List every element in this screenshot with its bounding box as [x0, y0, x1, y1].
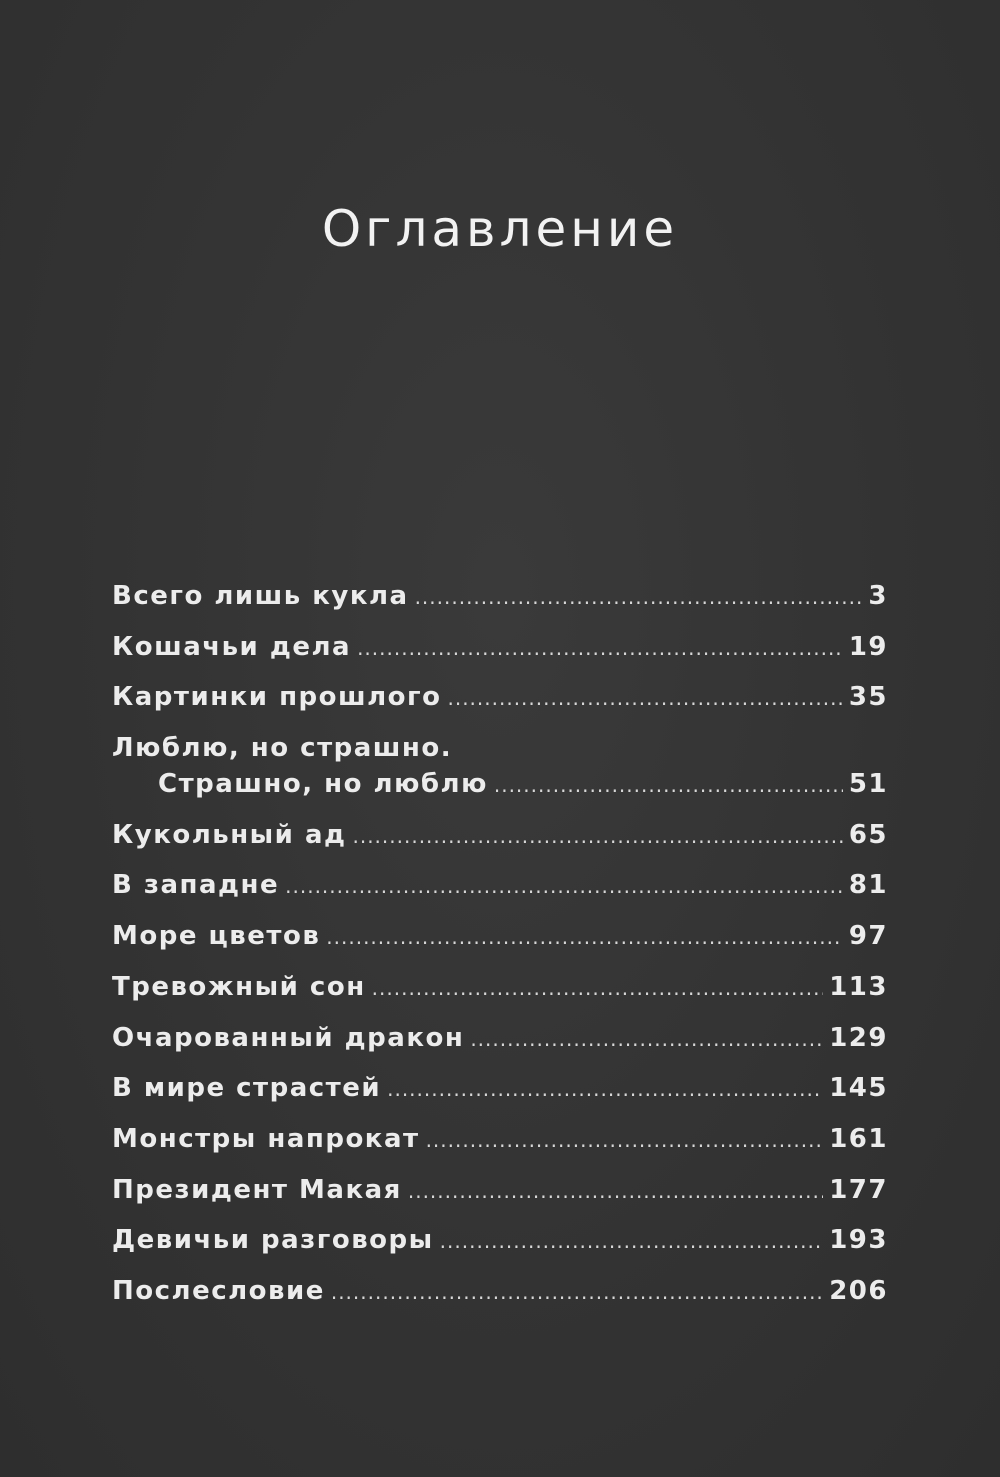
toc-page-number: 177 — [829, 1174, 888, 1205]
toc-entry-title: Кошачьи дела — [112, 631, 352, 662]
page-title: Оглавление — [321, 200, 679, 258]
toc-entry-title: Монстры напрокат — [112, 1123, 420, 1154]
dot-leader — [285, 867, 843, 904]
toc-entry-title: Всего лишь кукла — [112, 581, 409, 611]
toc-page-number: 129 — [829, 1022, 888, 1053]
dot-leader — [415, 578, 863, 615]
toc-entry — [112, 1172, 888, 1209]
toc-page-number: 97 — [848, 921, 888, 952]
dot-leader — [372, 969, 824, 1006]
toc-page-number: 81 — [848, 870, 888, 901]
dot-leader — [447, 679, 842, 716]
table-of-contents — [112, 578, 888, 1324]
dot-leader — [357, 629, 843, 666]
toc-entry-title: Картинки прошлого — [112, 682, 442, 713]
toc-entry-title: Очарованный дракон — [112, 1022, 465, 1053]
toc-entry-title: В западне — [112, 870, 280, 901]
toc-entry — [112, 1273, 888, 1310]
toc-entry-title: Люблю, но страшно. — [112, 733, 453, 764]
dot-leader — [470, 1020, 823, 1057]
dot-leader — [426, 1121, 824, 1158]
dot-leader — [331, 1273, 823, 1310]
toc-entry — [112, 578, 888, 615]
toc-entry — [112, 969, 888, 1006]
dot-leader — [387, 1070, 823, 1107]
toc-entry — [112, 1222, 888, 1259]
toc-page-number: 161 — [829, 1123, 888, 1154]
toc-page-number: 206 — [829, 1275, 888, 1306]
toc-entry-title: Море цветов — [112, 921, 321, 952]
toc-entry — [112, 1121, 888, 1158]
toc-page-number: 3 — [868, 581, 888, 611]
toc-page-number: 145 — [829, 1073, 888, 1104]
toc-page-number: 19 — [848, 631, 888, 662]
toc-entry — [112, 918, 888, 955]
toc-page-number: 193 — [829, 1225, 888, 1256]
toc-entry — [112, 867, 888, 904]
toc-entry — [112, 1020, 888, 1057]
toc-entry-title: Девичьи разговоры — [112, 1225, 434, 1256]
toc-entry — [112, 629, 888, 666]
dot-leader — [352, 817, 842, 854]
toc-entry — [112, 679, 888, 716]
toc-entry-title-continued: Страшно, но люблю — [158, 769, 488, 800]
toc-page-number: 51 — [848, 769, 888, 800]
toc-entry-title: Тревожный сон — [112, 971, 366, 1002]
toc-entry — [112, 817, 888, 854]
dot-leader — [440, 1222, 824, 1259]
toc-entry-title: В мире страстей — [112, 1073, 382, 1104]
dot-leader — [494, 766, 843, 803]
toc-page-number: 65 — [848, 819, 888, 850]
toc-entry — [112, 730, 888, 803]
toc-page-number: 113 — [829, 971, 888, 1002]
toc-entry-title: Кукольный ад — [112, 819, 347, 850]
toc-page-number: 35 — [848, 682, 888, 713]
toc-entry-title: Послесловие — [112, 1275, 325, 1306]
toc-entry-title: Президент Макая — [112, 1174, 402, 1205]
toc-entry — [112, 1070, 888, 1107]
dot-leader — [408, 1172, 823, 1209]
dot-leader — [326, 918, 843, 955]
